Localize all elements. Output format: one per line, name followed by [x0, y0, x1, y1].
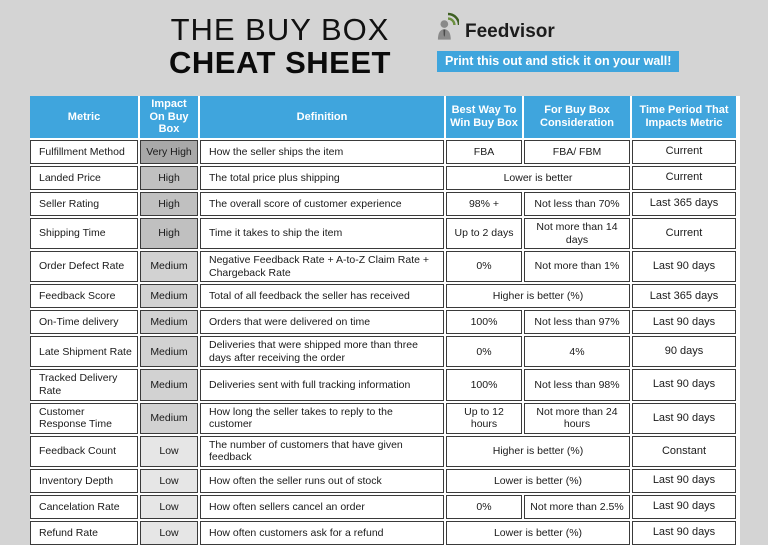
cell-impact: High [140, 218, 198, 249]
cell-definition: Orders that were delivered on time [200, 310, 444, 334]
cell-definition: How often the seller runs out of stock [200, 469, 444, 493]
feedvisor-logo-icon [437, 10, 459, 45]
column-header-definition: Definition [200, 96, 444, 138]
cell-metric: Feedback Count [30, 436, 138, 467]
cell-best-way-and-consideration: Higher is better (%) [446, 284, 630, 308]
column-header-best-way: Best Way To Win Buy Box [446, 96, 522, 138]
cell-time-period: Current [632, 218, 736, 249]
cell-metric: Refund Rate [30, 521, 138, 545]
cheat-sheet-table [30, 96, 740, 545]
cell-time-period: Constant [632, 436, 736, 467]
cell-definition: How the seller ships the item [200, 140, 444, 164]
cell-time-period: 90 days [632, 336, 736, 367]
cell-consideration: Not less than 70% [524, 192, 630, 216]
cell-impact: Medium [140, 403, 198, 434]
cell-definition: How long the seller takes to reply to the customer [200, 403, 444, 434]
cell-best-way: 98% + [446, 192, 522, 216]
cell-time-period: Last 90 days [632, 251, 736, 282]
cell-metric: Late Shipment Rate [30, 336, 138, 367]
cell-impact: Low [140, 495, 198, 519]
cell-best-way: 100% [446, 310, 522, 334]
cell-consideration: Not less than 97% [524, 310, 630, 334]
cell-impact: Medium [140, 369, 198, 400]
title-line-1: THE BUY BOX [170, 12, 390, 47]
page-header [0, 0, 768, 96]
cell-consideration: Not more than 14 days [524, 218, 630, 249]
cell-impact: Very High [140, 140, 198, 164]
cell-consideration: 4% [524, 336, 630, 367]
cell-best-way: FBA [446, 140, 522, 164]
cell-time-period: Last 90 days [632, 495, 736, 519]
brand-name: Feedvisor [465, 21, 555, 42]
cell-definition: How often sellers cancel an order [200, 495, 444, 519]
cell-best-way: Up to 12 hours [446, 403, 522, 434]
cell-best-way-and-consideration: Lower is better (%) [446, 469, 630, 493]
cell-impact: Low [140, 521, 198, 545]
cell-best-way: 0% [446, 336, 522, 367]
brand-block [437, 10, 679, 72]
cell-definition: Deliveries that were shipped more than three days after receiving the order [200, 336, 444, 367]
cell-definition: How often customers ask for a refund [200, 521, 444, 545]
cell-time-period: Current [632, 166, 736, 190]
cell-metric: Feedback Score [30, 284, 138, 308]
column-header-impact: Impact On Buy Box [140, 96, 198, 138]
cell-metric: Customer Response Time [30, 403, 138, 434]
cell-impact: Medium [140, 284, 198, 308]
cell-metric: Cancelation Rate [30, 495, 138, 519]
cell-best-way-and-consideration: Lower is better (%) [446, 521, 630, 545]
cell-definition: Time it takes to ship the item [200, 218, 444, 249]
cell-definition: Total of all feedback the seller has received [200, 284, 444, 308]
cell-time-period: Current [632, 140, 736, 164]
cell-best-way-and-consideration: Lower is better [446, 166, 630, 190]
cell-consideration: FBA/ FBM [524, 140, 630, 164]
cell-time-period: Last 90 days [632, 310, 736, 334]
cell-metric: Inventory Depth [30, 469, 138, 493]
cell-best-way: 100% [446, 369, 522, 400]
cell-consideration: Not more than 24 hours [524, 403, 630, 434]
cell-consideration: Not less than 98% [524, 369, 630, 400]
cell-time-period: Last 90 days [632, 403, 736, 434]
cell-time-period: Last 90 days [632, 469, 736, 493]
cell-consideration: Not more than 1% [524, 251, 630, 282]
cell-impact: Medium [140, 251, 198, 282]
column-header-consideration: For Buy Box Consideration [524, 96, 630, 138]
cell-best-way: Up to 2 days [446, 218, 522, 249]
cell-definition: Negative Feedback Rate + A-to-Z Claim Rate + Chargeback Rate [200, 251, 444, 282]
cell-definition: The overall score of customer experience [200, 192, 444, 216]
cell-time-period: Last 90 days [632, 521, 736, 545]
cell-impact: High [140, 192, 198, 216]
cell-metric: Tracked Delivery Rate [30, 369, 138, 400]
cell-time-period: Last 90 days [632, 369, 736, 400]
cell-impact: Low [140, 436, 198, 467]
cell-metric: Landed Price [30, 166, 138, 190]
column-header-time-period: Time Period That Impacts Metric [632, 96, 736, 138]
cell-best-way-and-consideration: Higher is better (%) [446, 436, 630, 467]
cell-best-way: 0% [446, 251, 522, 282]
cell-impact: Medium [140, 310, 198, 334]
cell-metric: Order Defect Rate [30, 251, 138, 282]
cell-time-period: Last 365 days [632, 192, 736, 216]
cell-definition: The number of customers that have given feedback [200, 436, 444, 467]
page-title [145, 14, 415, 79]
cell-best-way: 0% [446, 495, 522, 519]
cell-metric: Fulfillment Method [30, 140, 138, 164]
cell-definition: The total price plus shipping [200, 166, 444, 190]
title-line-2: CHEAT SHEET [169, 44, 391, 80]
cell-impact: Medium [140, 336, 198, 367]
cell-consideration: Not more than 2.5% [524, 495, 630, 519]
column-header-metric: Metric [30, 96, 138, 138]
print-banner: Print this out and stick it on your wall! [437, 51, 679, 72]
cell-definition: Deliveries sent with full tracking information [200, 369, 444, 400]
cell-metric: Seller Rating [30, 192, 138, 216]
cell-metric: On-Time delivery [30, 310, 138, 334]
cell-impact: High [140, 166, 198, 190]
cell-impact: Low [140, 469, 198, 493]
cell-metric: Shipping Time [30, 218, 138, 249]
cell-time-period: Last 365 days [632, 284, 736, 308]
